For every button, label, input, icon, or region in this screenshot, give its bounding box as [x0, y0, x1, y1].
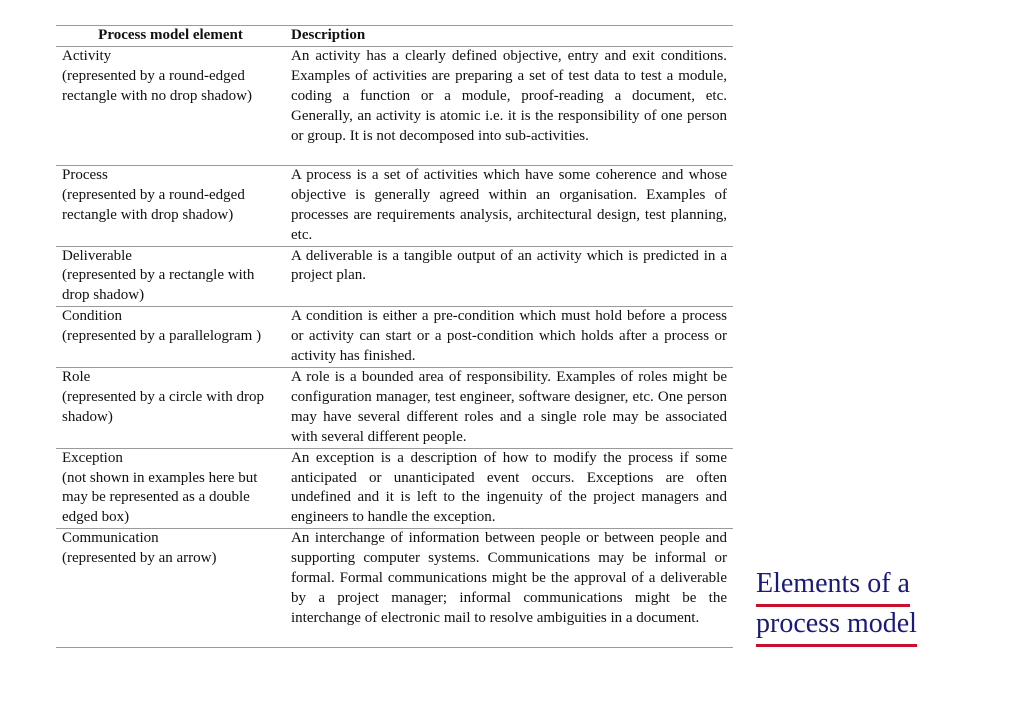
table-row [56, 46, 733, 165]
element-representation: (represented by a rectangle with drop shadow) [62, 267, 255, 304]
element-name: Activity [62, 47, 112, 64]
table-header-row [56, 26, 733, 47]
table-row [56, 165, 733, 246]
element-representation: (not shown in examples here but may be represented as a double edged box) [62, 469, 258, 526]
element-cell [56, 46, 285, 165]
element-cell [56, 529, 285, 648]
element-description: An exception is a description of how to modify the process if some anticipated or unanticipated event occurs. Exceptions are often undefined and it is left to the ingenuity of the project managers and engineers to handle the exception. [285, 448, 733, 529]
column-header-description: Description [285, 26, 733, 47]
element-description: An activity has a clearly defined objective, entry and exit conditions. Examples of activities are preparing a set of test data to test a module, coding a function or a module, proof-reading a document, etc. Generally, an activity is atomic i.e. it is the responsibility of one person or group. It is not decomposed into sub-activities. [285, 46, 733, 165]
element-cell [56, 448, 285, 529]
process-model-table [56, 25, 733, 648]
element-description: A role is a bounded area of responsibility. Examples of roles might be configuration manager, test engineer, software designer, etc. One person may have several different roles and a single role may be associated with several different people. [285, 367, 733, 448]
element-representation: (represented by a circle with drop shadow) [62, 388, 264, 425]
table-row [56, 529, 733, 648]
slide-title-line-1: Elements of a [756, 565, 910, 607]
column-header-element: Process model element [56, 26, 285, 47]
table-row [56, 367, 733, 448]
element-cell [56, 246, 285, 307]
element-representation: (represented by a round-edged rectangle with drop shadow) [62, 186, 245, 223]
slide-title-line-2: process model [756, 605, 917, 647]
element-name: Condition [62, 308, 123, 325]
element-name: Process [62, 166, 108, 183]
element-representation: (represented by a parallelogram ) [62, 328, 262, 345]
element-representation: (represented by an arrow) [62, 550, 217, 567]
element-name: Exception [62, 449, 123, 466]
element-name: Role [62, 368, 91, 385]
element-representation: (represented by a round-edged rectangle with no drop shadow) [62, 67, 252, 104]
element-description: An interchange of information between people or between people and supporting computer systems. Communications may be informal or formal. Formal communications might be the approval of a deliverable by a project manager; informal communications might be the interchange of electronic mail to resolve ambiguities in a document. [285, 529, 733, 648]
table-row [56, 246, 733, 307]
element-description: A condition is either a pre-condition which must hold before a process or activity can start or a post-condition which holds after a process or activity has finished. [285, 307, 733, 368]
element-description: A process is a set of activities which have some coherence and whose objective is generally agreed within an organisation. Examples of processes are requirements analysis, architectural design, test planning, etc. [285, 165, 733, 246]
slide-title [756, 565, 946, 645]
table-row [56, 448, 733, 529]
element-cell [56, 307, 285, 368]
element-cell [56, 165, 285, 246]
element-name: Deliverable [62, 247, 132, 264]
element-description: A deliverable is a tangible output of an activity which is predicted in a project plan. [285, 246, 733, 307]
table-row [56, 307, 733, 368]
element-name: Communication [62, 530, 159, 547]
element-cell [56, 367, 285, 448]
